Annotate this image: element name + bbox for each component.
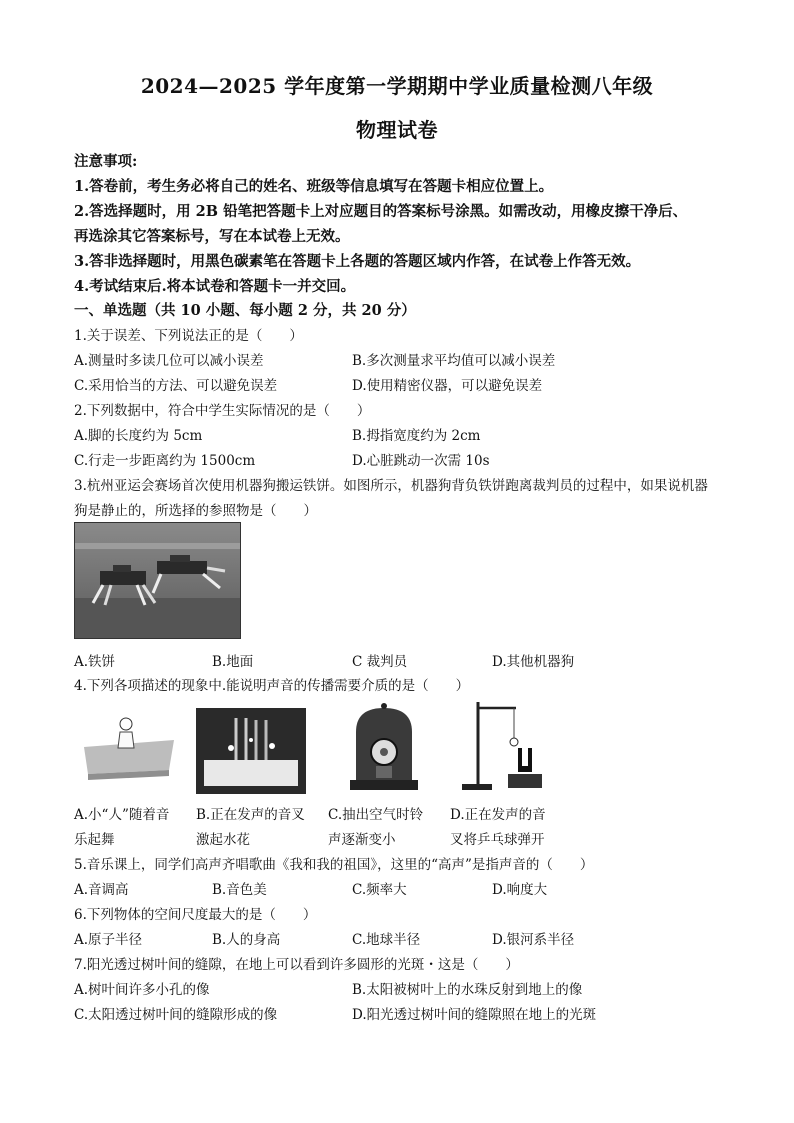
q3-option-d: D.其他机器狗 [492, 654, 575, 670]
q4-option-d-line1: D.正在发声的音 [450, 807, 546, 823]
q4-option-d-line2: 叉将乒乓球弹开 [450, 832, 545, 848]
section-heading: 一、单选题（共 10 小题、每小题 2 分，共 20 分） [74, 302, 416, 319]
q4-option-b-line1: B.正在发声的音叉 [196, 807, 305, 823]
robot-dog-photo [74, 522, 241, 639]
q5-option-d: D.响度大 [492, 882, 548, 898]
q4-option-c-line1: C.抽出空气时铃 [328, 807, 424, 823]
q4-option-a-line2: 乐起舞 [74, 832, 115, 848]
q3-option-b: B.地面 [212, 654, 254, 670]
tuning-fork-ball-icon [458, 698, 548, 794]
q5-stem: 5.音乐课上，同学们高声齐唱歌曲《我和我的祖国》，这里的“高声”是指声音的（ ） [74, 857, 594, 873]
q6-option-d: D.银河系半径 [492, 932, 575, 948]
q3-stem-line2: 狗是静止的，所选择的参照物是（ ） [74, 503, 317, 519]
q5-option-c: C.频率大 [352, 882, 407, 898]
q3-option-c: C 裁判员 [352, 654, 408, 670]
q7-option-a: A.树叶间许多小孔的像 [74, 982, 210, 998]
q4-image-b [196, 708, 306, 794]
q4-option-a-line1: A.小“人”随着音 [74, 807, 170, 823]
q5-option-a: A.音调高 [74, 882, 129, 898]
q4-option-c-line2: 声逐渐变小 [328, 832, 396, 848]
q7-stem: 7.阳光透过树叶间的缝隙，在地上可以看到许多圆形的光斑・这是（ ） [74, 957, 519, 973]
q6-option-c: C.地球半径 [352, 932, 421, 948]
q2-stem: 2.下列数据中，符合中学生实际情况的是（ ） [74, 403, 371, 419]
q1-option-a: A.测量时多读几位可以减小误差 [74, 353, 264, 369]
notice-item-2-cont: 再选涂其它答案标号，写在本试卷上无效。 [74, 228, 350, 245]
q5-option-b: B.音色美 [212, 882, 267, 898]
bell-jar-icon [344, 702, 424, 794]
q1-stem: 1.关于误差、下列说法正的是（ ） [74, 328, 303, 344]
q1-option-c: C.采用恰当的方法、可以避免误差 [74, 378, 278, 394]
robot-dog-icon [75, 523, 240, 638]
q2-option-a: A.脚的长度约为 5cm [74, 428, 203, 444]
q7-option-d: D.阳光透过树叶间的缝隙照在地上的光斑 [352, 1007, 597, 1023]
notice-item-4: 4.考试结束后.将本试卷和答题卡一并交回。 [74, 278, 356, 295]
notice-heading: 注意事项: [74, 153, 138, 170]
notice-item-1: 1.答卷前，考生务必将自己的姓名、班级等信息填写在答题卡相应位置上。 [74, 178, 554, 195]
q2-option-b: B.拇指宽度约为 2cm [352, 428, 481, 444]
tuning-fork-water-icon [196, 708, 306, 794]
exam-subject: 物理试卷 [356, 118, 438, 142]
dancing-figure-icon [74, 702, 184, 792]
q4-option-b-line2: 激起水花 [196, 832, 250, 848]
q3-stem-line1: 3.杭州亚运会赛场首次使用机器狗搬运铁饼。如图所示，机器狗背负铁饼跑离裁判员的过程中，如果说机器 [74, 478, 708, 494]
q7-option-b: B.太阳被树叶上的水珠反射到地上的像 [352, 982, 583, 998]
q2-option-c: C.行走一步距离约为 1500cm [74, 453, 256, 469]
q6-option-b: B.人的身高 [212, 932, 281, 948]
q7-option-c: C.太阳透过树叶间的缝隙形成的像 [74, 1007, 278, 1023]
q4-image-c [344, 702, 424, 794]
q4-stem: 4.下列各项描述的现象中.能说明声音的传播需要介质的是（ ） [74, 678, 470, 694]
q3-option-a: A.铁饼 [74, 654, 116, 670]
exam-title: 2024—2025 学年度第一学期期中学业质量检测八年级 [140, 74, 654, 98]
q6-stem: 6.下列物体的空间尺度最大的是（ ） [74, 907, 317, 923]
q4-image-a [74, 702, 184, 792]
q2-option-d: D.心脏跳动一次需 10s [352, 453, 490, 469]
q4-image-d [458, 698, 548, 794]
q6-option-a: A.原子半径 [74, 932, 143, 948]
q1-option-d: D.使用精密仪器，可以避免误差 [352, 378, 543, 394]
notice-item-2: 2.答选择题时，用 2B 铅笔把答题卡上对应题目的答案标号涂黑。如需改动，用橡皮擦干净后、 [74, 203, 688, 220]
q1-option-b: B.多次测量求平均值可以减小误差 [352, 353, 556, 369]
notice-item-3: 3.答非选择题时，用黑色碳素笔在答题卡上各题的答题区域内作答，在试卷上作答无效。 [74, 253, 641, 270]
